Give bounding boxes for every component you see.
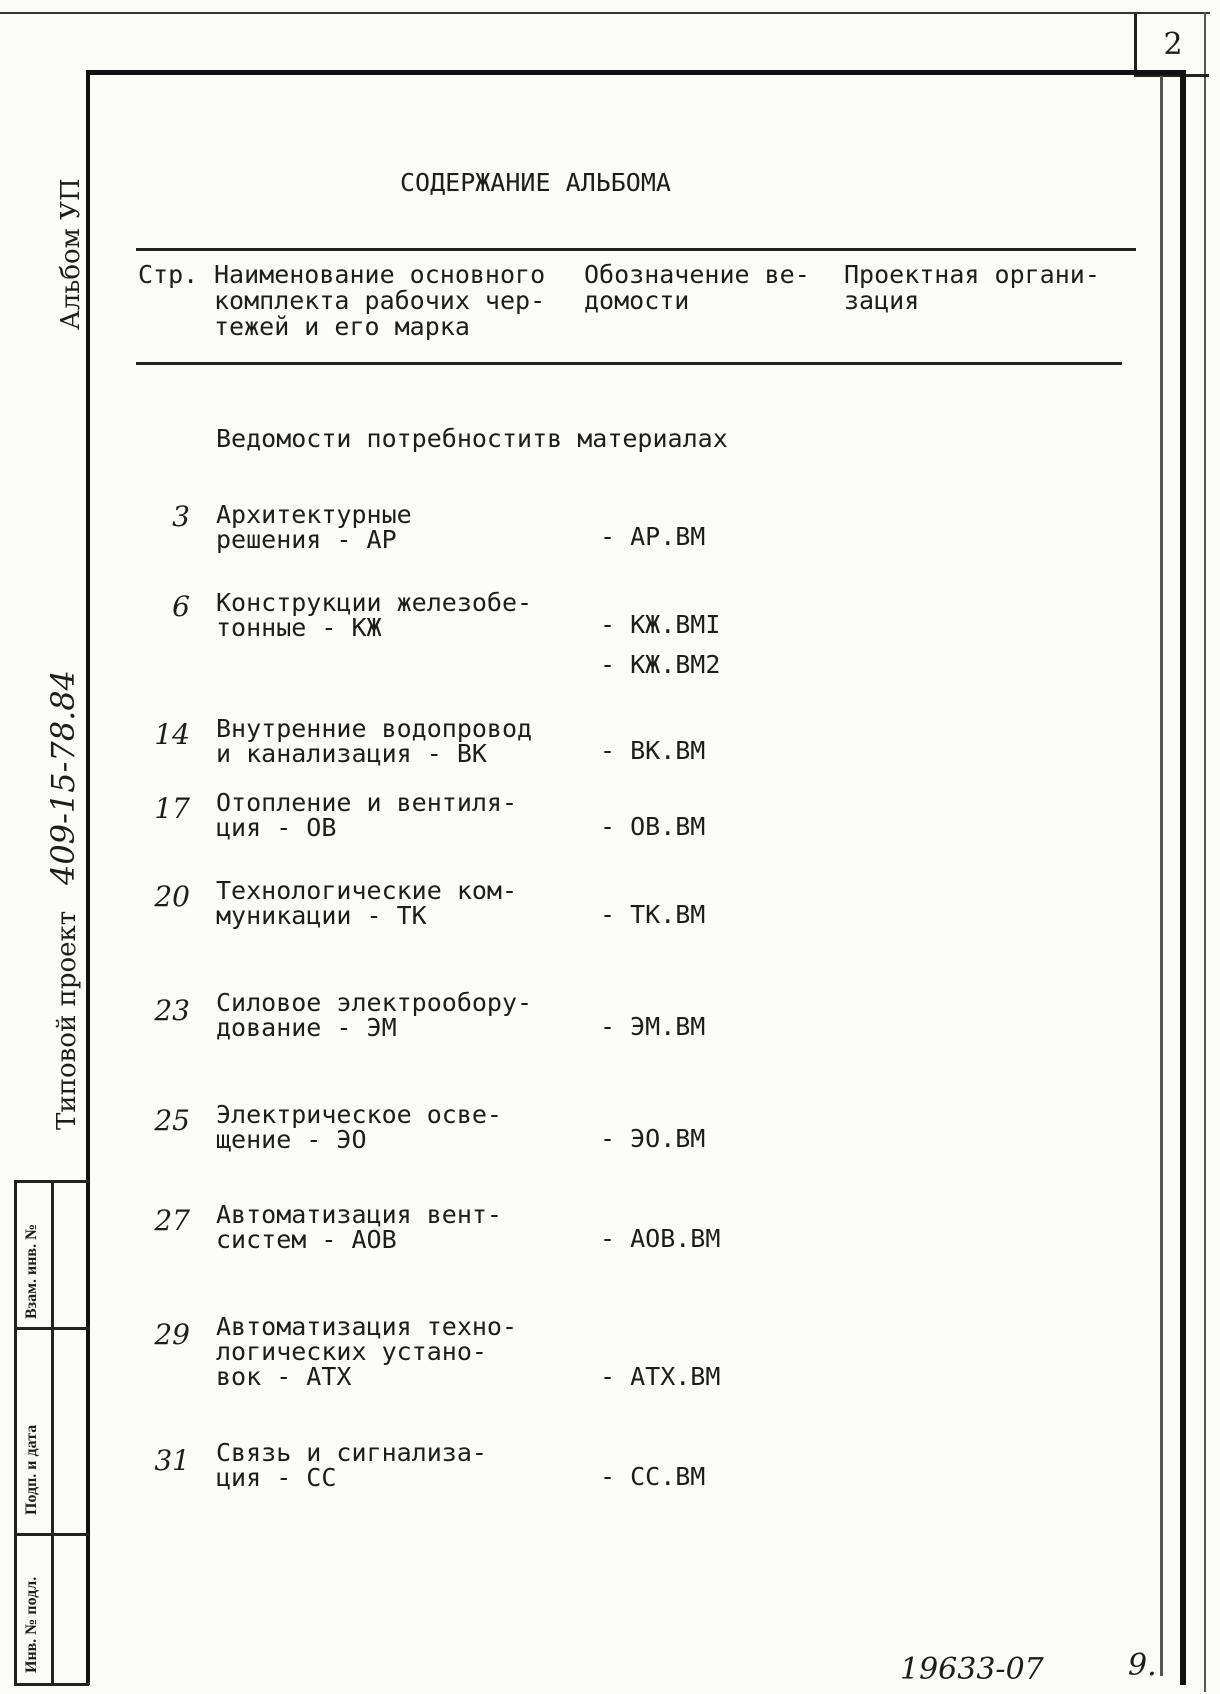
row-code: - ЭО.ВМ — [600, 1124, 706, 1153]
row-page: 25 — [154, 1104, 190, 1137]
footer-number: 9. — [1128, 1648, 1157, 1683]
row-page: 29 — [154, 1318, 190, 1351]
column-header-organization: Проектная органи- зация — [844, 260, 1100, 315]
page-number-box — [1134, 14, 1209, 77]
row-code: - ЭМ.ВМ — [600, 1012, 706, 1041]
row-name: Автоматизация техно- логических устано- вок - АТХ — [216, 1312, 518, 1391]
sheet-top-border — [0, 12, 1210, 14]
row-page: 6 — [172, 590, 190, 623]
row-page: 17 — [154, 792, 190, 825]
row-code: - ВК.ВМ — [600, 736, 706, 765]
footer-code: 19633-07 — [900, 1652, 1044, 1687]
sheet-right-border — [1204, 12, 1206, 1692]
column-header-name: Наименование основного комплекта рабочих чер- тежей и его марка — [214, 260, 546, 341]
row-name: Внутренние водопровод и канализация - ВК — [216, 714, 533, 768]
stamp-field-inventory: Инв. № подл. — [23, 1576, 40, 1673]
row-name: Автоматизация вент- систем - АОВ — [216, 1200, 502, 1254]
header-bottom-rule — [136, 362, 1122, 365]
row-code: - ТК.ВМ — [600, 900, 706, 929]
stamp-field-replacement: Взам. инв. № — [23, 1223, 40, 1319]
row-code: - КЖ.ВМI — [600, 610, 721, 639]
document-title: СОДЕРЖАНИЕ АЛЬБОМА — [400, 168, 671, 197]
album-label: Альбом УП — [56, 178, 86, 330]
row-page: 27 — [154, 1204, 190, 1237]
row-code: - АТХ.ВМ — [600, 1362, 721, 1391]
approval-stamp — [14, 1180, 89, 1686]
row-name: Связь и сигнализа- ция - СС — [216, 1438, 487, 1492]
frame-inner-line — [1160, 76, 1163, 1676]
row-code: - АР.ВМ — [600, 522, 706, 551]
row-page: 31 — [154, 1444, 190, 1477]
column-header-designation: Обозначение ве- домости — [584, 260, 810, 315]
row-code: - ОВ.ВМ — [600, 812, 706, 841]
page-number: 2 — [1163, 26, 1183, 62]
row-name: Технологические ком- муникации - ТК — [216, 876, 518, 930]
row-page: 23 — [154, 994, 190, 1027]
project-label: Типовой проект — [52, 910, 82, 1130]
row-code: - КЖ.ВМ2 — [600, 650, 721, 679]
row-page: 14 — [154, 718, 190, 751]
row-name: Силовое электрообору- дование - ЭМ — [216, 988, 533, 1042]
stamp-field-signature: Подп. и дата — [23, 1424, 40, 1515]
row-code: - АОВ.ВМ — [600, 1224, 721, 1253]
header-top-rule — [136, 248, 1136, 251]
row-page: 3 — [172, 500, 190, 533]
row-name: Электрическое осве- щение - ЭО — [216, 1100, 502, 1154]
row-name: Конструкции железобе- тонные - КЖ — [216, 588, 533, 642]
row-name: Отопление и вентиля- ция - ОВ — [216, 788, 518, 842]
row-code: - СС.ВМ — [600, 1462, 706, 1491]
project-number: 409-15-78.84 — [44, 669, 82, 885]
row-page: 20 — [154, 880, 190, 913]
row-name: Архитектурные решения - АР — [216, 500, 412, 554]
section-title: Ведомости потребноститв материалах — [216, 424, 728, 453]
column-header-page: Стр. — [138, 260, 199, 289]
